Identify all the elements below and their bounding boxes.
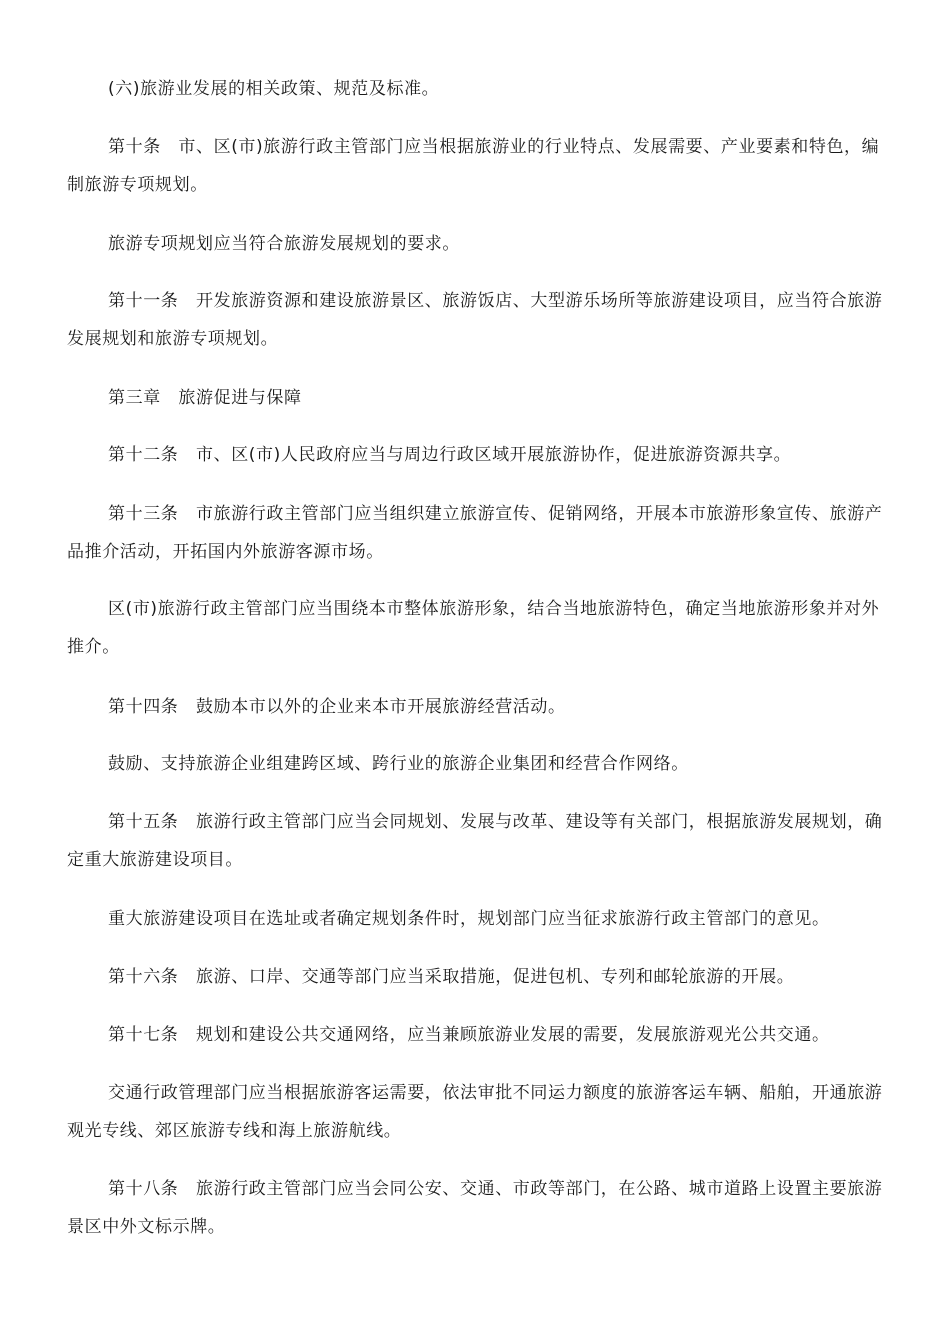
paragraph-article-10: 第十条 市、区(市)旅游行政主管部门应当根据旅游业的行业特点、发展需要、产业要素和特色，编制旅游专项规划。 (67, 137, 880, 195)
paragraph-article-15: 第十五条 旅游行政主管部门应当会同规划、发展与改革、建设等有关部门，根据旅游发展规划，确定重大旅游建设项目。 (67, 812, 883, 870)
paragraph-major-projects: 重大旅游建设项目在选址或者确定规划条件时，规划部门应当征求旅游行政主管部门的意见。 (108, 909, 830, 929)
paragraph-article-16: 第十六条 旅游、口岸、交通等部门应当采取措施，促进包机、专列和邮轮旅游的开展。 (108, 967, 795, 987)
paragraph-article-17: 第十七条 规划和建设公共交通网络，应当兼顾旅游业发展的需要，发展旅游观光公共交通。 (108, 1025, 830, 1045)
paragraph-article-18: 第十八条 旅游行政主管部门应当会同公安、交通、市政等部门，在公路、城市道路上设置主要旅游景区中外文标示牌。 (67, 1179, 883, 1237)
paragraph-special-plan: 旅游专项规划应当符合旅游发展规划的要求。 (108, 234, 460, 254)
paragraph-enterprise: 鼓励、支持旅游企业组建跨区域、跨行业的旅游企业集团和经营合作网络。 (108, 754, 689, 774)
paragraph-article-13: 第十三条 市旅游行政主管部门应当组织建立旅游宣传、促销网络，开展本市旅游形象宣传、旅游产品推介活动，开拓国内外旅游客源市场。 (67, 504, 883, 562)
chapter-heading-3: 第三章 旅游促进与保障 (108, 388, 302, 408)
paragraph-district-image: 区(市)旅游行政主管部门应当围绕本市整体旅游形象，结合当地旅游特色，确定当地旅游形象并对外推介。 (67, 599, 880, 657)
paragraph-article-11: 第十一条 开发旅游资源和建设旅游景区、旅游饭店、大型游乐场所等旅游建设项目，应当符合旅游发展规划和旅游专项规划。 (67, 291, 883, 349)
paragraph-article-12: 第十二条 市、区(市)人民政府应当与周边行政区域开展旅游协作，促进旅游资源共享。 (108, 445, 792, 465)
paragraph-article-14: 第十四条 鼓励本市以外的企业来本市开展旅游经营活动。 (108, 697, 566, 717)
paragraph-transport: 交通行政管理部门应当根据旅游客运需要，依法审批不同运力额度的旅游客运车辆、船舶，开通旅游观光专线、郊区旅游专线和海上旅游航线。 (67, 1083, 883, 1141)
paragraph-standards: (六)旅游业发展的相关政策、规范及标准。 (108, 79, 440, 99)
